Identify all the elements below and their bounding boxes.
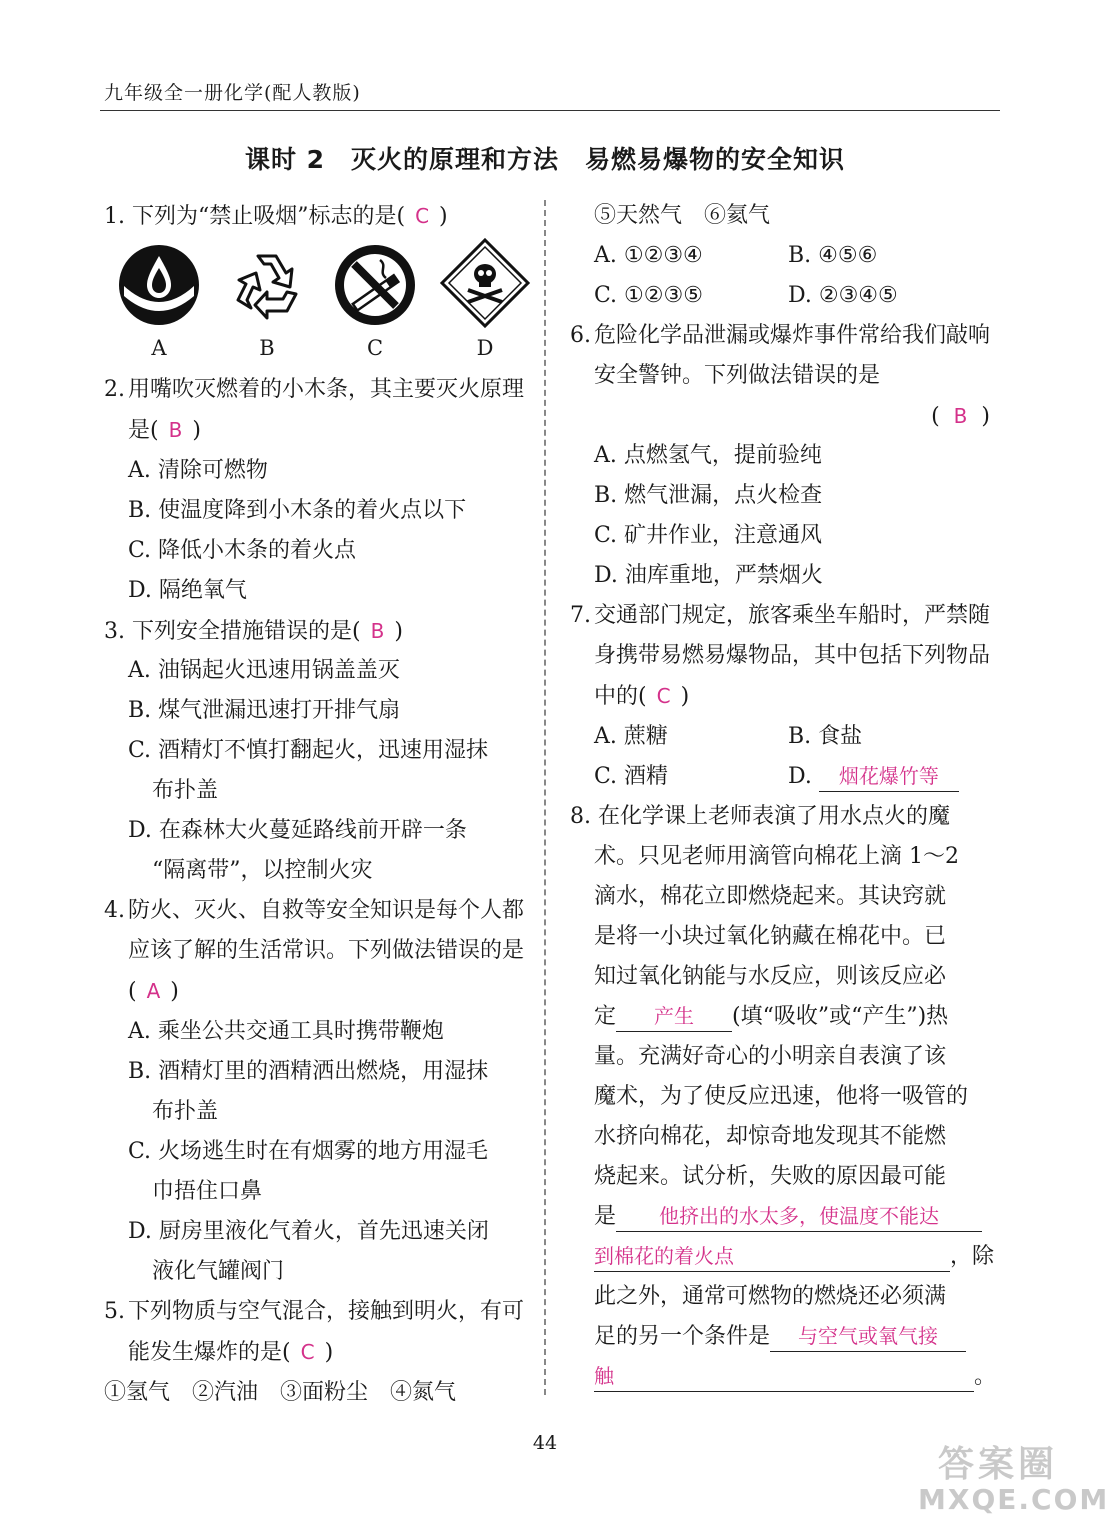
q1-sign-options <box>104 236 524 376</box>
q6-answer-line: ( B ) <box>931 404 990 429</box>
q3-option-d-cont: “隔离带”，以控制火灾 <box>152 858 373 883</box>
q5-items-line2: ⑤天然气 ⑥氦气 <box>594 203 771 228</box>
q8-answer-3-line1: 与空气或氧气接 <box>770 1321 966 1352</box>
q7-option-d: D. <box>788 764 812 789</box>
q7-answer: C <box>656 684 671 708</box>
q3-option-c: C. 酒精灯不慎打翻起火，迅速用湿抹 <box>128 738 489 763</box>
q5-option-a: A. ①②③④ <box>594 243 703 268</box>
q7-options-ab <box>570 717 990 757</box>
q8-line-3: 滴水，棉花立即燃烧起来。其诀窍就 <box>594 884 947 909</box>
q8-line-10: 烧起来。试分析，失败的原因最可能 <box>594 1164 947 1189</box>
q5-option-b: B. ④⑤⑥ <box>788 243 878 268</box>
book-header: 九年级全一册化学(配人教版) <box>104 82 361 104</box>
no-smoking-symbol-icon <box>332 242 418 328</box>
q8-line-12: 到棉花的着火点 ，除 <box>570 1237 990 1277</box>
q6-option-b: B. 燃气泄漏，点火检查 <box>594 483 823 508</box>
q8-answer-2-line1: 他挤出的水太多，使温度不能达 <box>616 1201 982 1232</box>
q5-options-cd <box>570 276 990 316</box>
q8-line-5: 知过氧化钠能与水反应，则该反应必 <box>594 964 947 989</box>
q5-options-ab <box>570 236 990 276</box>
q5-option-c: C. ①②③⑤ <box>594 283 703 308</box>
q3-option-a: A. 油锅起火迅速用锅盖盖灭 <box>128 658 400 683</box>
q8-line-2: 术。只见老师用滴管向棉花上滴 1～2 <box>594 844 959 869</box>
column-divider <box>544 200 546 1395</box>
q8-line-6: 定 产生 (填“吸收”或“产生”)热 <box>570 997 990 1037</box>
q2-option-a: A. 清除可燃物 <box>128 458 268 483</box>
q4-option-c: C. 火场逃生时在有烟雾的地方用湿毛 <box>128 1139 489 1164</box>
q3-option-c-cont: 布扑盖 <box>152 778 219 803</box>
water-drop-symbol-icon <box>116 242 202 328</box>
left-column <box>104 196 524 1413</box>
q8-line-11: 是 他挤出的水太多，使温度不能达 <box>570 1197 990 1237</box>
q5-stem: 5. 下列物质与空气混合，接触到明火，有可能发生爆炸的是( C ) <box>104 1299 525 1365</box>
q4-option-c-cont: 巾捂住口鼻 <box>152 1179 263 1204</box>
q1-label-c: C <box>366 336 384 360</box>
right-column <box>570 196 997 1397</box>
q8-line-9: 水挤向棉花，却惊奇地发现其不能燃 <box>594 1124 947 1149</box>
q7-option-a: A. 蔗糖 <box>594 724 668 749</box>
recycle-symbol-icon <box>224 242 310 328</box>
q8-line-15: 触 。 <box>570 1357 990 1397</box>
q4-option-b: B. 酒精灯里的酒精洒出燃烧，用湿抹 <box>128 1059 489 1084</box>
q3-answer: B <box>370 619 385 643</box>
q6-option-c: C. 矿井作业，注意通风 <box>594 523 823 548</box>
q6-answer: B <box>953 404 968 428</box>
q5-answer: C <box>300 1340 315 1364</box>
q5-items-line1: ①氢气 ②汽油 ③面粉尘 ④氮气 <box>104 1380 457 1405</box>
q1-answer: C <box>415 204 430 228</box>
q8-answer-1: 产生 <box>616 1001 732 1032</box>
q8-line-14: 足的另一个条件是 与空气或氧气接 <box>570 1317 990 1357</box>
lesson-title: 课时 2 灭火的原理和方法 易燃易爆物的安全知识 <box>244 145 846 174</box>
poison-skull-symbol-icon <box>440 238 530 328</box>
q7-option-c: C. 酒精 <box>594 764 669 789</box>
q6-option-a: A. 点燃氢气，提前验纯 <box>594 443 822 468</box>
q8-line-8: 魔术，为了使反应迅速，他将一吸管的 <box>594 1084 969 1109</box>
q7-option-b: B. 食盐 <box>788 724 863 749</box>
q8-line-1: 8. 在化学课上老师表演了用水点火的魔 <box>570 804 950 829</box>
q3-stem: 3. 下列安全措施错误的是( B ) <box>104 619 403 644</box>
q7-options-cd <box>570 757 990 797</box>
q1-label-b: B <box>259 336 275 360</box>
q4-option-d-cont: 液化气罐阀门 <box>152 1259 285 1284</box>
q2-answer: B <box>168 418 183 442</box>
q8-answer-2-line2: 到棉花的着火点 <box>594 1241 950 1272</box>
q3-option-d: D. 在森林大火蔓延路线前开辟一条 <box>128 818 467 843</box>
page-number: 44 <box>532 1432 558 1454</box>
q8-line-13: 此之外，通常可燃物的燃烧还必须满 <box>594 1284 947 1309</box>
q2-stem: 2. 用嘴吹灭燃着的小木条，其主要灭火原理是( B ) <box>104 377 525 443</box>
q4-option-b-cont: 布扑盖 <box>152 1099 219 1124</box>
watermark-logo: 答案圈 MXQE.COM <box>918 1444 1109 1516</box>
q1-label-d: D <box>476 336 494 360</box>
q4-answer: A <box>146 979 161 1003</box>
q4-option-a: A. 乘坐公共交通工具时携带鞭炮 <box>128 1019 444 1044</box>
q8-line-7: 量。充满好奇心的小明亲自表演了该 <box>594 1044 947 1069</box>
q8-answer-3-line2: 触 <box>594 1361 974 1392</box>
q7-answer-d: 烟花爆竹等 <box>819 761 959 792</box>
q2-option-c: C. 降低小木条的着火点 <box>128 538 357 563</box>
q2-option-b: B. 使温度降到小木条的着火点以下 <box>128 498 467 523</box>
q2-option-d: D. 隔绝氧气 <box>128 578 247 603</box>
q1-label-a: A <box>151 336 167 360</box>
q3-option-b: B. 煤气泄漏迅速打开排气扇 <box>128 698 401 723</box>
q7-stem: 7. 交通部门规定，旅客乘坐车船时，严禁随身携带易燃易爆物品，其中包括下列物品中的( C ) <box>570 603 991 709</box>
q4-option-d: D. 厨房里液化气着火，首先迅速关闭 <box>128 1219 489 1244</box>
q4-stem: 4. 防火、灭火、自救等安全知识是每个人都应该了解的生活常识。下列做法错误的是( A ) <box>104 898 525 1004</box>
q1-stem: 1. 下列为“禁止吸烟”标志的是( C ) <box>104 204 448 229</box>
q5-option-d: D. ②③④⑤ <box>788 283 898 308</box>
header-rule <box>100 110 1000 111</box>
q8-line-4: 是将一小块过氧化钠藏在棉花中。已 <box>594 924 947 949</box>
q6-stem: 6. 危险化学品泄漏或爆炸事件常给我们敲响安全警钟。下列做法错误的是 <box>570 323 991 388</box>
q6-option-d: D. 油库重地，严禁烟火 <box>594 563 823 588</box>
